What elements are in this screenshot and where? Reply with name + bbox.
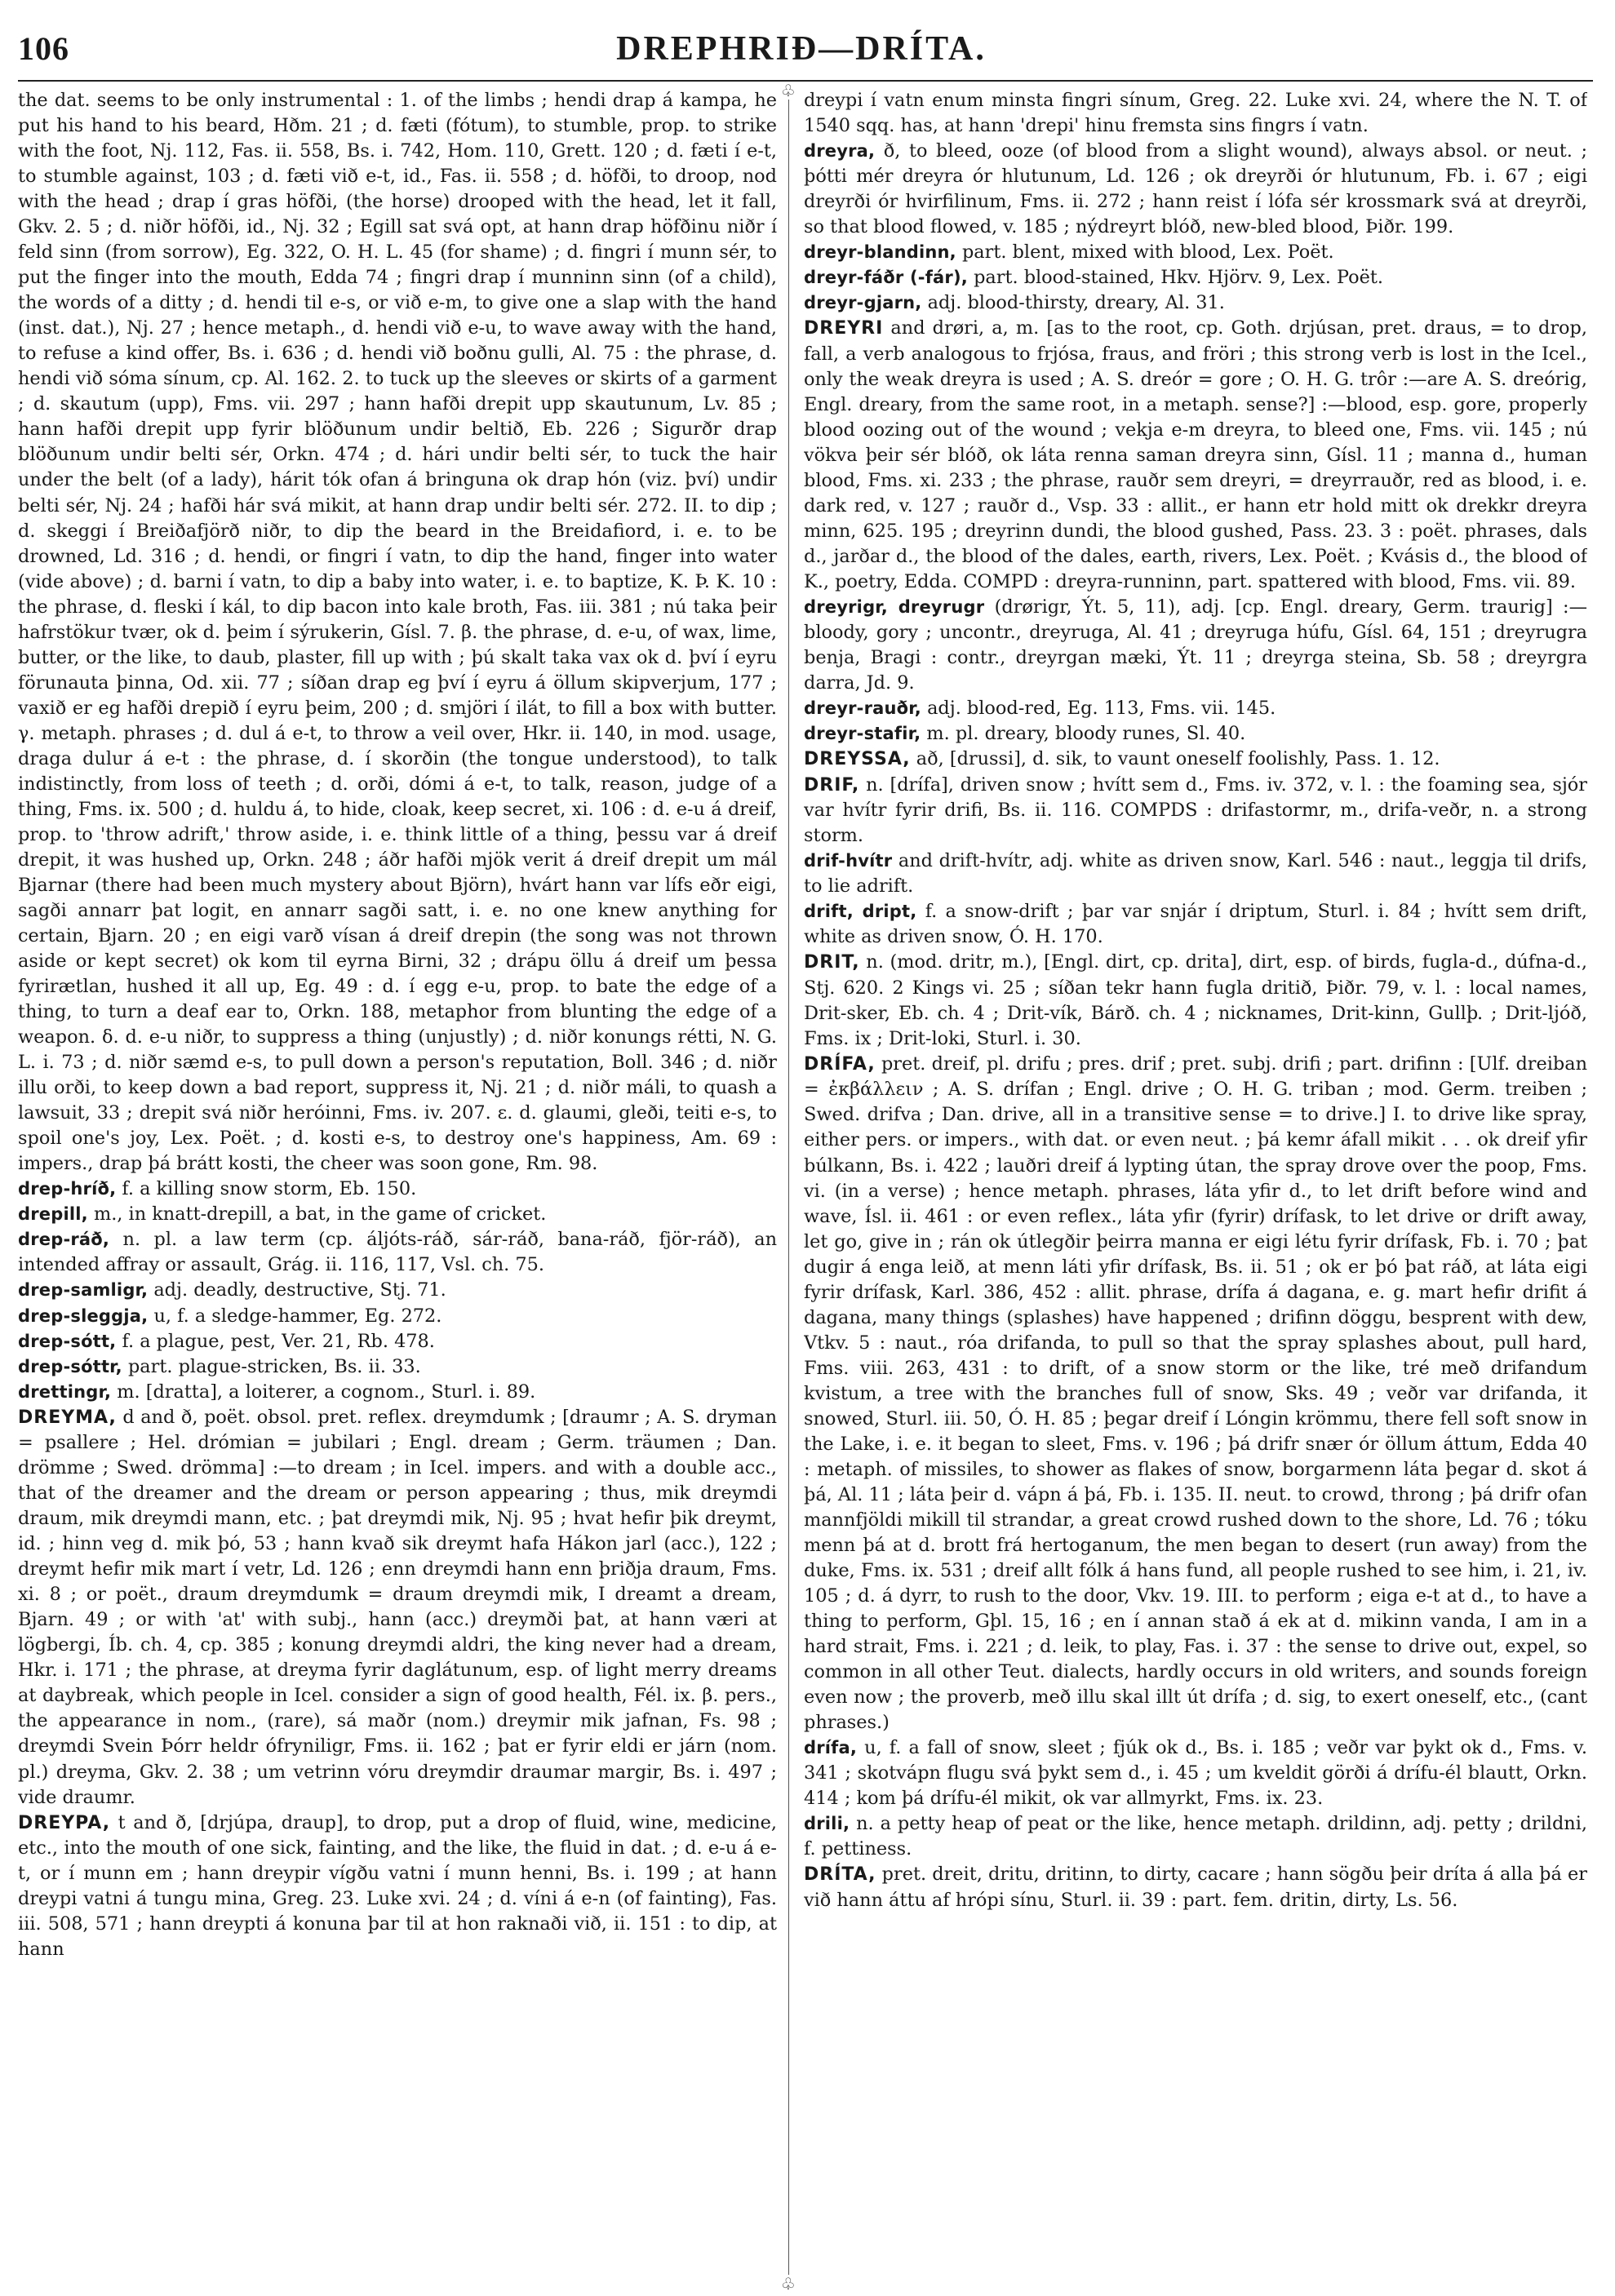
entry-text: part. blood-stained, Hkv. Hjörv. 9, Lex. Poët. xyxy=(967,267,1383,289)
headword: dreyr-blandinn, xyxy=(804,242,956,263)
dictionary-entry xyxy=(18,1405,777,1811)
column-divider xyxy=(788,85,789,2280)
headword: DRIT, xyxy=(804,952,860,973)
dictionary-entry xyxy=(804,899,1587,950)
entry-text: part. plague-stricken, Bs. ii. 33. xyxy=(122,1355,421,1377)
entry-text: adj. blood-thirsty, dreary, Al. 31. xyxy=(921,292,1225,314)
dictionary-entry xyxy=(804,139,1587,240)
entry-text: and drift-hvítr, adj. white as driven snow, Karl. 546 : naut., leggja til drifs, to lie adrift. xyxy=(804,850,1587,898)
ornament-bottom-icon: ♧ xyxy=(779,2275,797,2293)
headword: drep-ráð, xyxy=(18,1230,110,1250)
entry-text: ð, to bleed, ooze (of blood from a slight wound), always absol. or neut. ; þótti mér dreyra ór hlutunum, Ld. 126 ; ok dreyrði ór hlutunum, Fb. i. 67 ; eigi dreyrði ór hvirfilinum, Fms. ii. 272 ; hann reist í lófa sér krossmark svá at dreyrði, so that blood flowed, v. 185 ; nýdreyrt blóð, new-bled blood, Þiðr. 199. xyxy=(804,140,1587,238)
dictionary-entry xyxy=(804,595,1587,696)
dictionary-entry xyxy=(18,1380,777,1405)
headword: drift, dript, xyxy=(804,902,917,922)
headword: dreyr-stafir, xyxy=(804,724,921,744)
entry-text: u, f. a fall of snow, sleet ; fjúk ok d., Bs. i. 185 ; veðr var þykt ok d., Fms. v. 341 ; skotvápn flugu svá þykt sem d., i. 45 ; um kveldit görði á drífu-él blautt, Orkn. 414 ; kom þá drífu-él mikit, ok var allmyrkt, Fms. ix. 23. xyxy=(804,1737,1587,1810)
headword: drep-sleggja, xyxy=(18,1305,149,1326)
dictionary-entry xyxy=(804,1862,1587,1913)
headword: DREYSSA, xyxy=(804,749,911,770)
headword: drep-hríð, xyxy=(18,1179,117,1199)
dictionary-entry xyxy=(18,1811,777,1963)
headword: DRÍFA, xyxy=(804,1053,876,1075)
headword: dreyr-fáðr (-fár), xyxy=(804,268,968,288)
dictionary-entry xyxy=(18,1177,777,1202)
headword: DRIF, xyxy=(804,774,860,796)
left-column xyxy=(18,88,777,2275)
dictionary-entry xyxy=(804,265,1587,290)
entry-text: part. blent, mixed with blood, Lex. Poët. xyxy=(956,242,1334,264)
entry-text: u, f. a sledge-hammer, Eg. 272. xyxy=(148,1305,442,1327)
dictionary-entry xyxy=(804,88,1587,139)
entry-text: (drørigr, Ýt. 5, 11), adj. [cp. Engl. dreary, Germ. traurig] :—bloody, gory ; uncontr., dreyruga, Al. 41 ; dreyruga húfu, Gísl. 64, 151 ; dreyrugra benja, Bragi : contr., dreyrgan mæki, Ýt. 11 ; dreyrga steina, Sb. 58 ; dreyrgra darra, Jd. 9. xyxy=(804,596,1587,694)
headword: dreyr-rauðr, xyxy=(804,698,921,719)
headword: dreyr-gjarn, xyxy=(804,293,922,313)
entry-text: d and ð, poët. obsol. pret. reflex. dreymdumk ; [draumr ; A. S. dryman = psallere ; Hel. drómian = jubilari ; Engl. dream ; Germ. träumen ; Dan. drömme ; Swed. drömma] :—to dream ; in Icel. impers. and with a double acc., that of the dreamer and the dream or person appearing ; thus, mik dreymdi draum, mik dreymdi mann, etc. ; þat dreymdi mik, Nj. 95 ; hvat hefir þik dreymt, id. ; hinn veg d. mik þó, 53 ; hann kvað sik dreymt hafa Hákon jarl (acc.), 122 ; dreymt hefir mik mart í vetr, Ld. 126 ; enn dreymdi hann enn þriðja draum, Fms. xi. 8 ; or poët., draum dreymdumk = draum dreymdi mik, I dreamt a dream, Bjarn. 49 ; or with 'at' with subj., hann (acc.) dreymði þat, at hann væri at lögbergi, Íb. ch. 4, cp. 385 ; konung dreymdi aldri, the king never had a dream, Hkr. i. 171 ; the phrase, at dreyma fyrir daglátunum, esp. of light merry dreams at daybreak, which people in Icel. consider a sign of good health, Fél. ix. β. pers., the appearance in nom., (rare), sá maðr (nom.) dreymir mik jafnan, Fs. 98 ; dreymdi Svein Þórr heldr ófryniligr, Fms. ii. 162 ; þat er fyrir eldi er járn (nom. pl.) dreyma, Gkv. 2. 38 ; um vetrinn vóru dreymdir draumar margir, Bs. i. 497 ; vide draumr. xyxy=(18,1406,777,1808)
entry-text: f. a snow-drift ; þar var snjár í driptum, Sturl. i. 84 ; hvítt sem drift, white as driven snow, Ó. H. 170. xyxy=(804,901,1587,948)
dictionary-entry xyxy=(804,721,1587,747)
dictionary-entry xyxy=(804,1052,1587,1735)
header-rule xyxy=(18,80,1593,82)
dictionary-entry xyxy=(804,747,1587,772)
right-column xyxy=(804,88,1587,2275)
headword: drífa, xyxy=(804,1738,858,1758)
dictionary-entry xyxy=(804,773,1587,849)
entry-text: f. a killing snow storm, Eb. 150. xyxy=(116,1178,417,1200)
entry-text: f. a plague, pest, Ver. 21, Rb. 478. xyxy=(116,1330,435,1352)
headword: drif-hvítr xyxy=(804,851,893,871)
headword: DREYPA, xyxy=(18,1812,111,1833)
running-head: DREPHRIÐ—DRÍTA. xyxy=(616,30,987,68)
dictionary-entry xyxy=(804,316,1587,595)
entry-text: m. pl. dreary, bloody runes, Sl. 40. xyxy=(921,723,1246,745)
page-header xyxy=(18,29,1585,78)
entry-text: t and ð, [drjúpa, draup], to drop, put a drop of fluid, wine, medicine, etc., into the mouth of one sick, fainting, and the like, the fluid in dat. ; d. e-u á e-t, or í munn em ; hann dreypir vígðu vatni í munn henni, Bs. i. 199 ; at hann dreypi vatni á tungu mina, Greg. 23. Luke xvi. 24 ; d. víni á e-n (of fainting), Fas. iii. 508, 571 ; hann dreypti á konuna þar til at hon raknaði við, ii. 151 : to dip, at hann xyxy=(18,1811,777,1961)
dictionary-entry xyxy=(18,1354,777,1380)
dictionary-entry xyxy=(804,849,1587,899)
headword: DRÍTA, xyxy=(804,1864,876,1886)
dictionary-entry xyxy=(18,1278,777,1303)
entry-text: adj. deadly, destructive, Stj. 71. xyxy=(148,1279,446,1301)
headword: drettingr, xyxy=(18,1381,112,1402)
headword: DREYRI xyxy=(804,318,884,339)
headword: DREYMA, xyxy=(18,1407,117,1428)
dictionary-entry xyxy=(804,290,1587,316)
dictionary-entry xyxy=(18,1304,777,1329)
headword: drili, xyxy=(804,1814,850,1834)
headword: drep-samligr, xyxy=(18,1280,149,1301)
entry-text: pret. dreif, pl. drifu ; pres. drif ; pret. subj. drifi ; part. drifinn : [Ulf. dreiban = ἐκβάλλειν ; A. S. drífan ; Engl. drive ; O. H. G. triban ; mod. Germ. treiben ; Swed. drifva ; Dan. drive, all in a transitive sense = to drive.] I. to drive like spray, either pers. or impers., with dat. or even neut. ; þá kemr áfall mikit . . . ok dreif yfir búlkann, Bs. i. 422 ; lauðri dreif á lypting útan, the spray drove over the poop, Fms. vi. (in a verse) ; hence metaph. phrases, láta yfir d., to let drift before wind and wave, Ísl. ii. 461 : or even reflex., láta yfir (fyrir) drífask, to let drive or drift away, let go, give in ; rán ok útlegðir þeirra manna er eigi létu fyrir drífask, Fb. i. 70 ; þat dugir á enga leið, at menn láti yfir drífask, Bs. ii. 51 ; ok er þó þat ráð, at láta eigi fyrir drífask, Karl. 386, 452 : allit. phrase, drífa á dagana, e. g. mart hefir drifit á dagana, many things (splashes) have happened ; drifinn döggu, besprent with dew, Vtkv. 5 : naut., róa drifanda, to pull so that the spray splashes about, pull hard, Fms. viii. 263, 431 : to drift, of a snow storm or the like, tré með drifandum kvistum, a tree with the branches full of snow, Sks. 49 ; veðr var drifanda, it snowed, Sturl. iii. 50, Ó. H. 85 ; þegar dreif í Lóngin krömmu, there fell soft snow in the Lake, i. e. it began to sleet, Fms. v. 196 ; þá drifr snær ór öllum áttum, Edda 40 : metaph. of missiles, to shower as flakes of snow, borgarmenn láta þegar d. skot á þá, Al. 11 ; láta þeir d. vápn á þá, Fb. i. 135. II. neut. to crowd, throng ; þá drifr ofan mannfjöldi mikill til strandar, a great crowd rushed down to the shore, Ld. 76 ; tóku menn þá at d. brott frá hertoganum, the men began to desert (run away) from the duke, Fms. ix. 531 ; dreif allt fólk á hans fund, all people rushed to see him, i. 21, iv. 105 ; d. á dyrr, to rush to the door, Vkv. 19. III. to perform ; eiga e-t at d., to have a thing to perform, Gþl. 15, 16 ; en í annan stað á ek at d. mikinn vanda, I am in a hard strait, Fms. i. 221 ; d. leik, to play, Fas. i. 37 : the sense to drive out, expel, so common in all other Teut. dialects, hardly occurs in old writers, and sounds foreign even now ; the proverb, með illu skal illt út drífa ; d. sig, to exert oneself, etc., (cant phrases.) xyxy=(804,1053,1587,1734)
entry-text: m., in knatt-drepill, a bat, in the game of cricket. xyxy=(87,1203,547,1226)
ornament-top-icon: ♧ xyxy=(779,82,797,100)
entry-text: n. pl. a law term (cp. áljóts-ráð, sár-ráð, bana-ráð, fjör-ráð), an intended affray or assault, Grág. ii. 116, 117, Vsl. ch. 75. xyxy=(18,1229,777,1276)
dictionary-entry xyxy=(804,240,1587,265)
entry-text: n. (mod. dritr, m.), [Engl. dirt, cp. drita], dirt, esp. of birds, fugla-d., dúfna-d., Stj. 620. 2 Kings vi. 25 ; síðan tekr hann fugla dritið, Þiðr. 79, v. l. : local names, Drit-sker, Eb. ch. 4 ; Drit-vík, Bárð. ch. 4 ; nicknames, Drit-kinn, Gullþ. ; Drit-ljóð, Fms. ix ; Drit-loki, Sturl. i. 30. xyxy=(804,951,1587,1049)
dictionary-entry xyxy=(804,1735,1587,1811)
entry-text: the dat. seems to be only instrumental : 1. of the limbs ; hendi drap á kampa, he put his hand to his beard, Hðm. 21 ; d. fæti (fótum), to stumble, prop. to strike with the foot, Nj. 112, Fas. ii. 558, Bs. i. 742, Hom. 110, Grett. 120 ; d. fæti í e-t, to stumble against, 103 ; d. fæti við e-t, id., Fas. ii. 558 ; d. höfði, to droop, nod with the head ; drap í gras höfði, (the horse) drooped with the head, let it fall, Gkv. 2. 5 ; d. niðr höfði, id., Nj. 32 ; Egill sat svá opt, at hann drap höfðinu niðr í feld sinn (from sorrow), Eg. 322, O. H. L. 45 (for shame) ; d. fingri í munn sér, to put the finger into the mouth, Edda 74 ; fingri drap í munninn sinn (of a child), the words of a ditty ; d. hendi til e-s, or við e-m, to give one a slap with the hand (inst. dat.), Nj. 27 ; hence metaph., d. hendi við e-u, to wave away with the hand, to refuse a kind offer, Bs. i. 636 ; d. hendi við boðnu gulli, Al. 75 : the phrase, d. hendi við sóma sínum, cp. Al. 162. 2. to tuck up the sleeves or skirts of a garment ; d. skautum (upp), Fms. vii. 297 ; hann hafði drepit upp skautunum, Lv. 85 ; hann hafði drepit upp fyrir blöðunum undir beltið, Eb. 226 ; Sigurðr drap blöðunum undir belti sér, Orkn. 474 ; d. hári undir belti sér, to tuck the hair under the belt (of a lady), hárit tók ofan á bringuna ok drap hón (viz. því) undir belti sér, Nj. 24 ; hafði hár svá mikit, at hann drap undir belti sér. 272. II. to dip ; d. skeggi í Breiðafjörð niðr, to dip the beard in the Breidafiord, i. e. to be drowned, Ld. 316 ; d. hendi, or fingri í vatn, to dip the hand, finger into water (vide above) ; d. barni í vatn, to dip a baby into water, i. e. to baptize, K. Þ. K. 10 : the phrase, d. fleski í kál, to dip bacon into kale broth, Fas. iii. 381 ; nú taka þeir hafrstökur tvær, ok d. þeim í sýrukerin, Gísl. 7. β. the phrase, d. e-u, of wax, lime, butter, or the like, to daub, plaster, fill up with ; þú skalt taka vax ok d. því í eyru förunauta þinna, Od. xii. 77 ; síðan drap eg því í eyru á öllum skipverjum, 177 ; vaxið er eg hafði drepið í eyru þeim, 200 ; d. smjöri í ilát, to fill a box with butter. γ. metaph. phrases ; d. dul á e-t, to throw a veil over, Hkr. ii. 140, in mod. usage, draga dulur á e-t : the phrase, d. í skorðin (the tongue understood), to talk indistinctly, from loss of teeth ; d. orði, dómi á e-t, to talk, reason, judge of a thing, Fms. ix. 500 ; d. huldu á, to hide, cloak, keep secret, xi. 106 : d. e-u á dreif, prop. to 'throw adrift,' throw aside, i. e. think little of a thing, þessu var á dreif drepit, it was hushed up, Orkn. 248 ; áðr hafði mjök verit á dreif drepit um mál Bjarnar (there had been much mystery about Björn), hvárt hann var lífs eðr eigi, sagði annarr þat logit, en annarr sagði satt, i. e. no one knew anything for certain, Bjarn. 20 ; en eigi varð vísan á dreif drepin (the song was not thrown aside or kept secret) ok kom til eyrna Birni, 32 ; drápu öllu á dreif um þessa fyrirætlan, hushed it all up, Eg. 49 : d. í egg e-u, prop. to bate the edge of a thing, to turn a deaf ear to, Orkn. 188, metaphor from blunting the edge of a weapon. δ. d. e-u niðr, to suppress a thing (unjustly) ; d. niðr konungs rétti, N. G. L. i. 73 ; d. niðr sæmd e-s, to pull down a person's reputation, Boll. 346 ; d. niðr illu orði, to keep down a bad report, suppress it, Nj. 21 ; d. niðr máli, to quash a lawsuit, 33 ; drepit svá niðr heróinni, Fms. iv. 207. ε. d. glaumi, gleði, teiti e-s, to spoil one's joy, Lex. Poët. ; d. kosti e-s, to destroy one's happiness, Am. 69 : impers., drap þá brátt kosti, the cheer was soon gone, Rm. 98. xyxy=(18,90,777,1175)
dictionary-entry xyxy=(18,88,777,1177)
headword: dreyra, xyxy=(804,141,876,162)
headword: drep-sóttr, xyxy=(18,1356,122,1376)
entry-text: m. [dratta], a loiterer, a cognom., Sturl. i. 89. xyxy=(111,1381,536,1403)
entry-text: n. [drífa], driven snow ; hvítt sem d., Fms. iv. 372, v. l. : the foaming sea, sjór var hvítr fyrir drifi, Bs. ii. 116. COMPDS : drifastormr, m., drifa-veðr, n. a strong storm. xyxy=(804,773,1587,847)
dictionary-entry xyxy=(18,1202,777,1227)
dictionary-entry xyxy=(804,950,1587,1052)
entry-text: n. a petty heap of peat or the like, hence metaph. drildinn, adj. petty ; drildni, f. pettiness. xyxy=(804,1813,1587,1860)
entry-text: að, [drussi], d. sik, to vaunt oneself foolishly, Pass. 1. 12. xyxy=(910,748,1440,770)
entry-text: and drøri, a, m. [as to the root, cp. Goth. drjúsan, pret. draus, = to drop, fall, a verb analogous to frjósa, fraus, and fröri ; this strong verb is lost in the Icel., only the weak dreyra is used ; A. S. dreór = gore ; O. H. G. trôr :—are A. S. dreórig, Engl. dreary, from the same root, in a metaph. sense?] :—blood, esp. gore, properly blood oozing out of the wound ; vekja e-m dreyra, to bleed one, Fms. vii. 145 ; nú vökva þeir sér blóð, ok láta renna saman dreyra sinn, Gísl. 11 ; manna d., human blood, Fms. xi. 233 ; the phrase, rauðr sem dreyri, = dreyrrauðr, red as blood, i. e. dark red, v. 127 ; rauðr d., Vsp. 33 : allit., er hann etr hold mitt ok drekkr dreyra minn, 625. 195 ; dreyrinn dundi, the blood gushed, Pass. 23. 3 : poët. phrases, dals d., jarðar d., the blood of the dales, earth, rivers, Lex. Poët. ; Kvásis d., the blood of K., poetry, Edda. COMPD : dreyra-runninn, part. spattered with blood, Fms. vii. 89. xyxy=(804,317,1587,593)
headword: dreyrigr, dreyrugr xyxy=(804,597,985,618)
dictionary-entry xyxy=(804,1811,1587,1862)
headword: drepill, xyxy=(18,1204,88,1225)
entry-text: dreypi í vatn enum minsta fingri sínum, Greg. 22. Luke xvi. 24, where the N. T. of 1540 sqq. has, at hann 'drepi' hinu fremsta sins fingrs í vatn. xyxy=(804,90,1587,137)
page-number: 106 xyxy=(18,30,69,67)
dictionary-entry xyxy=(18,1227,777,1278)
entry-text: pret. dreit, dritu, dritinn, to dirty, cacare ; hann sögðu þeir dríta á alla þá er við hann áttu af hrópi sínu, Sturl. ii. 39 : part. fem. dritin, dirty, Ls. 56. xyxy=(804,1864,1587,1911)
headword: drep-sótt, xyxy=(18,1331,117,1351)
entry-text: adj. blood-red, Eg. 113, Fms. vii. 145. xyxy=(921,698,1276,720)
dictionary-entry xyxy=(18,1329,777,1354)
dictionary-entry xyxy=(804,696,1587,721)
